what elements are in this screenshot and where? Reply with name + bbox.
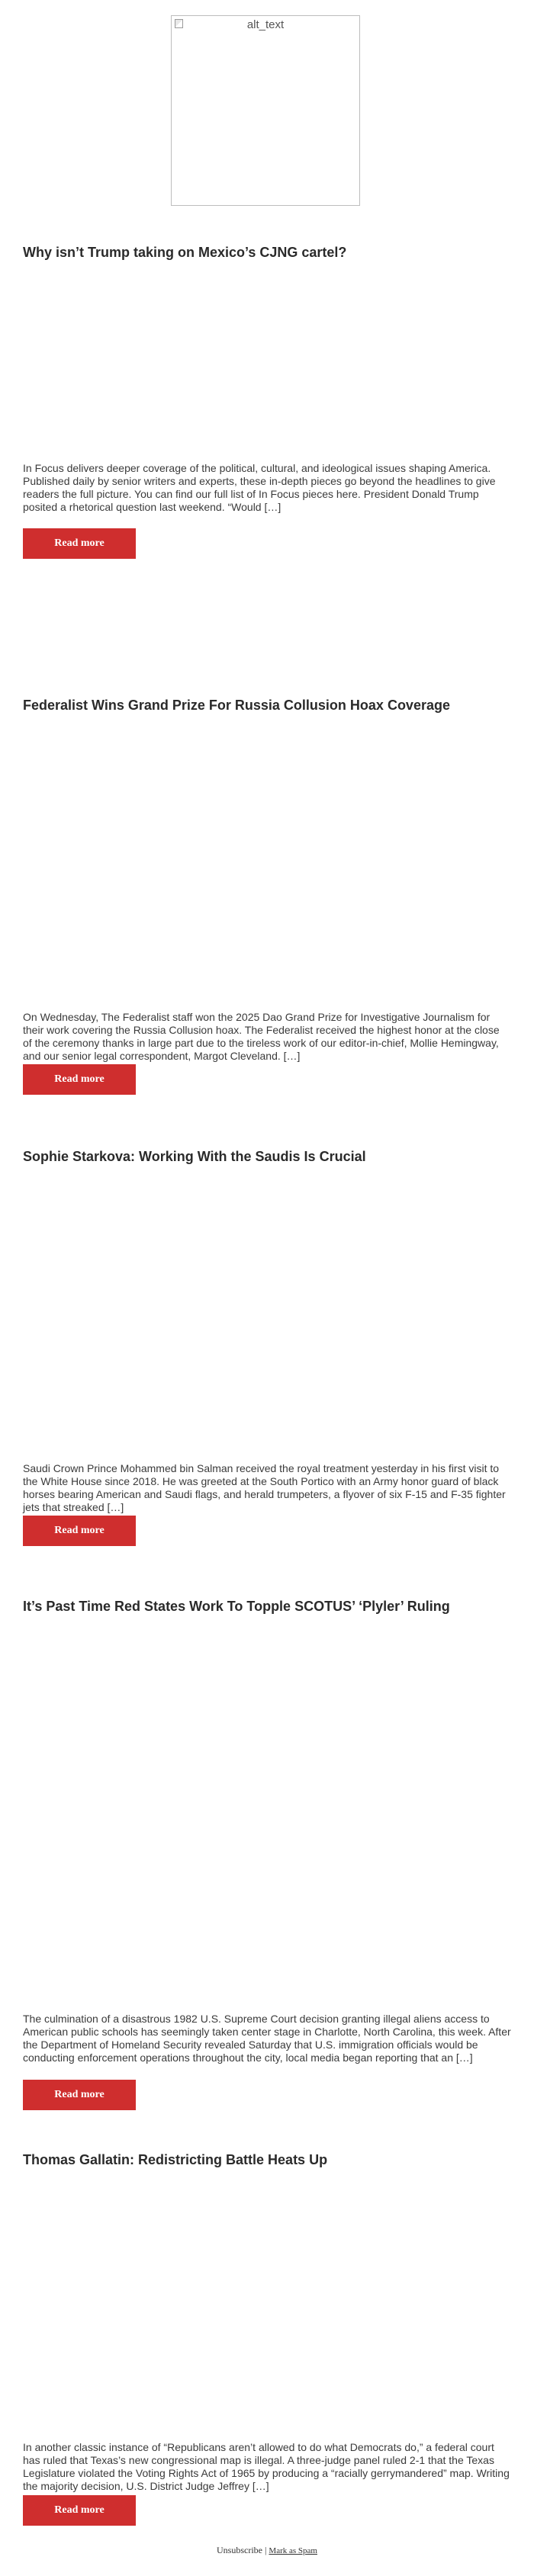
article-title[interactable]: Thomas Gallatin: Redistricting Battle Heats Up <box>23 2152 328 2167</box>
article-excerpt: The culmination of a disastrous 1982 U.S. Supreme Court decision granting illegal aliens access to American public schools has seemingly taken center stage in Charlotte, North Carolina, this week. After the Department of Homeland Security revealed Saturday that U.S. immigration officials would be conducting enforcement operations throughout the city, local media began reporting that an […] <box>23 2013 511 2064</box>
article-title[interactable]: Federalist Wins Grand Prize For Russia Collusion Hoax Coverage <box>23 698 450 713</box>
read-more-button[interactable]: Read more <box>23 528 136 559</box>
article-excerpt: In another classic instance of “Republicans aren’t allowed to do what Democrats do,” a federal court has ruled that Texas’s new congressional map is illegal. A three-judge panel ruled 2-1 that the Texas Legislature violated the Voting Rights Act of 1965 by producing a “racially gerrymandered” map. Writing the majority decision, U.S. District Judge Jeffrey […] <box>23 2441 510 2492</box>
article-card <box>23 1598 511 2100</box>
header-image <box>171 15 360 206</box>
article-excerpt: On Wednesday, The Federalist staff won the 2025 Dao Grand Prize for Investigative Journalism for their work covering the Russia Collusion hoax. The Federalist received the highest honor at the close of the ceremony thanks in large part due to the tireless work of our editor-in-chief, Mollie Hemingway, and our senior legal correspondent, Margot Cleveland. […] <box>23 1011 500 1062</box>
article-card <box>23 2151 511 2516</box>
footer <box>0 2545 534 2556</box>
article-card <box>23 697 511 1085</box>
mark-as-spam-link[interactable]: Mark as Spam <box>269 2546 317 2555</box>
article-excerpt: Saudi Crown Prince Mohammed bin Salman received the royal treatment yesterday in his first visit to the White House since 2018. He was greeted at the South Portico with an Army honor guard of black horses bearing American and Saudi flags, and herald trumpeters, a flyover of six F-15 and F-35 fighter jets that streaked […] <box>23 1462 506 1513</box>
article-card <box>23 1148 511 1536</box>
article-title[interactable]: Why isn’t Trump taking on Mexico’s CJNG cartel? <box>23 245 347 260</box>
read-more-button[interactable]: Read more <box>23 2495 136 2526</box>
footer-separator: | <box>262 2545 269 2555</box>
read-more-button[interactable]: Read more <box>23 2080 136 2110</box>
unsubscribe-link[interactable]: Unsubscribe <box>217 2545 263 2555</box>
article-card <box>23 244 511 549</box>
article-excerpt: In Focus delivers deeper coverage of the political, cultural, and ideological issues shaping America. Published daily by senior writers and experts, these in-depth pieces go beyond the headlines to give readers the full picture. You can find our full list of In Focus pieces here. President Donald Trump posited a rhetorical question last weekend. “Would […] <box>23 462 496 513</box>
header-image-alt-text: alt_text <box>246 18 285 31</box>
article-title[interactable]: It’s Past Time Red States Work To Topple SCOTUS’ ‘Plyler’ Ruling <box>23 1599 450 1614</box>
read-more-button[interactable]: Read more <box>23 1064 136 1095</box>
read-more-button[interactable]: Read more <box>23 1516 136 1546</box>
article-title[interactable]: Sophie Starkova: Working With the Saudis Is Crucial <box>23 1149 366 1164</box>
